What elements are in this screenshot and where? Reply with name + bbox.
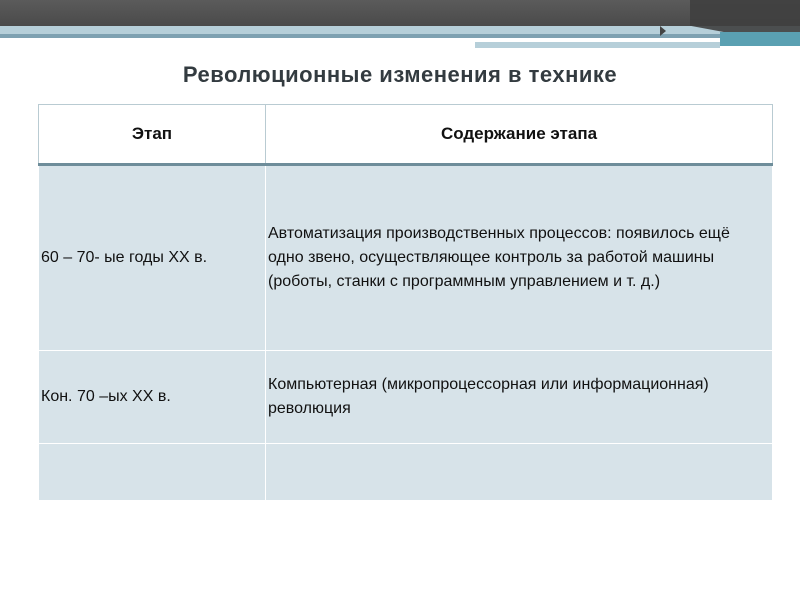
stages-table	[38, 104, 773, 501]
column-header-stage: Этап	[39, 105, 266, 165]
top-header-band	[0, 0, 800, 26]
stage-cell: Кон. 70 –ых ХХ в.	[39, 351, 266, 444]
content-cell: Автоматизация производственных процессов: появилось ещё одно звено, осуществляющее контроль за работой машины (роботы, станки с программным управлением и т. д.)	[266, 165, 773, 351]
table-row	[39, 444, 773, 501]
content-cell	[266, 444, 773, 501]
table-header-row	[39, 105, 773, 165]
slide-title: Революционные изменения в технике	[182, 62, 618, 87]
table-row	[39, 165, 773, 351]
header-light-bar	[475, 42, 720, 48]
header-triangle-mark	[660, 26, 666, 36]
header-accent-stripe	[0, 26, 800, 34]
column-header-content: Содержание этапа	[266, 105, 773, 165]
content-cell: Компьютерная (микропроцессорная или информационная) революция	[266, 351, 773, 444]
stage-cell	[39, 444, 266, 501]
stage-cell: 60 – 70- ые годы ХХ в.	[39, 165, 266, 351]
header-accent-line	[0, 34, 800, 38]
header-teal-bar	[720, 32, 800, 46]
table-row	[39, 351, 773, 444]
